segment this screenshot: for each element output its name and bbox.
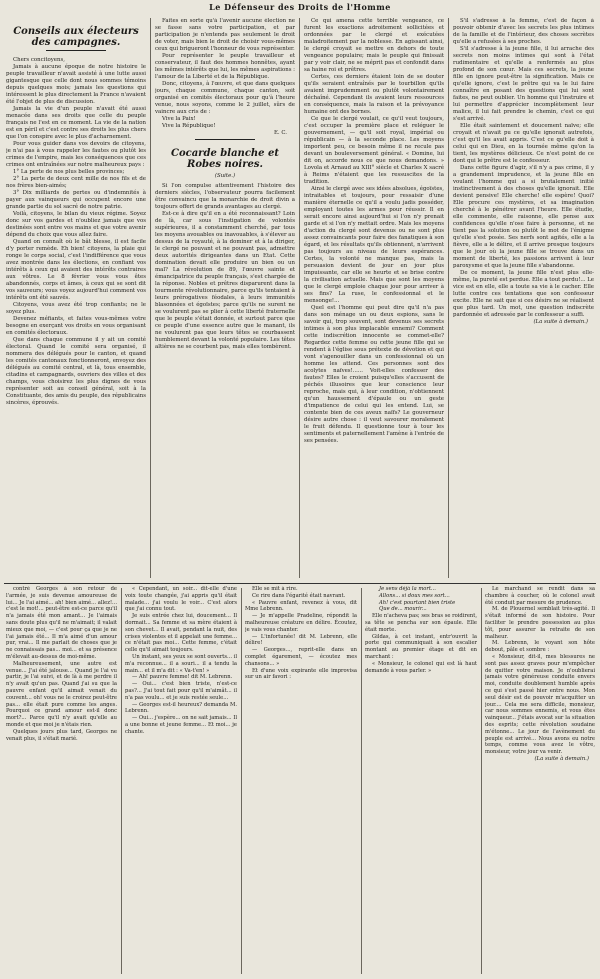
- feuilleton-column-3: [245, 586, 357, 976]
- paragraph: Voilà, citoyens, le bilan du vieux régime. Soyez donc sur vos gardes et n'oubliez jamais que vos destinées sont entre vos mains et que votre avenir dépend du choix que vous allez faire.: [6, 211, 146, 238]
- paragraph: « Monsieur, le colonel qui est là haut demande à vous parler. »: [365, 660, 477, 674]
- article-title-conseils: Conseils aux électeurs des campagnes.: [13, 26, 139, 48]
- paragraph: Gildas, à cet instant, entr'ouvrit la porte qui communiquait à son escalier montant au premier étage et dit en marchant :: [365, 633, 477, 660]
- paragraph: Vive la République!: [162, 123, 216, 129]
- paragraph: Faites en sorte qu'à l'avenir aucune élection ne se fasse sans votre participation, et par participation je n'entends pas seulement le droit de voter, mais bien le droit de choisir vous-mêmes ceux qui brigueront l'honneur de vous représenter.: [155, 18, 295, 52]
- paragraph: Quand on connaît où le bât blesse, il est facile d'y porter remède. Eh bien! citoyens, la plaie qui ronge le corps social, c'est l'indifférence que vous avez montrée dans les élections, en confiant vos intérêts à ceux qui avaient des intérêts contraires aux vôtres. Le 8 février vous vous êtes abandonnés, corps et âmes, à ceux qui se sont dit vos sauveurs; vous voyez aujourd'hui comment vos intérêts ont été sauvés.: [6, 239, 146, 301]
- paragraph: Devenez méfiants, et faites vous-mêmes votre besogne en exerçant vos droits en vous organisant en comités électoraux.: [6, 316, 146, 336]
- paragraph: Certes, ces derniers étaient loin de se douter qu'ils seraient entraînés par le tourbillon qu'ils avaient imprudemment ou plutôt volontairement déchaîné. Cependant ils avaient leurs ressources en conséquence, mais la raison et la prévoyance humaine ont des bornes.: [304, 74, 444, 115]
- paragraph: Jamais la vie d'un peuple n'avait été aussi menacée dans ses droits que celle du peuple français ne l'est en ce moment. La vie de la nation est en péril et c'est contre ses droits les plus chers que l'on conspire avec le plus d'acharnement.: [6, 106, 146, 140]
- verse-line: Ah! c'est pourtant bien triste: [379, 599, 456, 606]
- signature: E. C.: [273, 130, 287, 136]
- paragraph: Je suis entrée chez lui, doucement... Il dormait... Sa femme et sa mère étaient à son chevet... Il avait, pendant la nuit, des crises violentes et il appelait une femme... ce n'était pas moi... Cette femme, c'était celle qu'il aimait toujours.: [125, 613, 237, 654]
- continued-note: (La suite à demain.): [534, 755, 589, 762]
- paragraph: Jamais à aucune époque de notre histoire le peuple travailleur n'avait assisté à une lutte aussi gigantesque que celle dont nous sommes témoins depuis quelques mois; jamais les questions qui intéressent le plus directement la France n'avaient été l'objet de plus de discussion.: [6, 64, 146, 105]
- paragraph: contré Georges à son retour de l'armée, je suis devenue amoureuse de lui... Je l'ai aimé... ah! bien aimé... allez!... c'est le mot!... peut-être est-ce parce qu'il n'a jamais été mon amant... Je l'aimais sans doute plus qu'il ne m'aimait; il valait mieux que moi, — c'est pour ça que je ne l'ai jamais été... Il m'a aimé d'un amour pur, vrai... Il me parlait de choses que je ne connaissais pas... moi... et sa présence m'élevait au-dessus de moi-même.: [6, 586, 117, 660]
- verse-line: Je sens déjà la mort...: [379, 586, 436, 592]
- paragraph: — Georges..., reprit-elle dans un complet égarement, — écoutez mes chansons... »: [245, 647, 357, 667]
- paragraph: « Pauvre enfant, revenez à vous, dit Mme Lebrenn.: [245, 599, 357, 613]
- column-3: [304, 18, 444, 580]
- paragraph: — Je m'appelle Pradeline, répondit la malheureuse créature en délire. Écoutez, je vais vous chanter.: [245, 613, 357, 633]
- paragraph: Elle était saintement et doucement naïve; elle croyait et n'avait pu ce qu'elle ignorait autrefois, c'est qu'il les avait appris. C'est ce qu'elle doit à celui qui en Dieu, en la tournée même qu'on la tient, les mystères délicieux. Ce n'est point de ce dont qui le prêtre est le confesseur.: [453, 123, 594, 164]
- paragraph: Le marchand se rendit dans sa chambre à coucher, où le colonel avait été conduit par mesure de prudence.: [485, 586, 595, 606]
- paragraph: Vive la Paix!: [162, 116, 196, 122]
- column-2: [155, 18, 295, 580]
- feuilleton: [0, 586, 600, 978]
- paragraph: Pour vous guider dans vos devoirs de citoyens, je n'ai pas à vous rappeler les fautes ou plutôt les crimes de l'empire, mais les conséquences que ces crimes ont entraînées sur notre malheureux pays :: [6, 141, 146, 168]
- paragraph: Quelques jours plus tard, Georges ne venait plus, il s'était marié.: [6, 728, 117, 742]
- paragraph: Ce que le clergé voulait, ce qu'il veut toujours, c'est occuper la première place et reléguer le gouvernement, — qu'il soit royal, impérial ou républicain — à la seconde place. Les moyens importent peu, ce besoin même il ne recule pas devant un bouleversement général. « Domine, lui dit on, accorde nous ce que nous demandons. » Lovola et Arnaud au XIII° siècle et Charles X sacré à Reims n'étaient que les ressuscites de la tradition.: [304, 116, 444, 185]
- continued-note: (La suite à demain.): [533, 319, 588, 325]
- paragraph: 3° Dix milliards de pertes ou d'indemnités à payer aux vainqueurs qui occupent encore une grande partie du sol sacré de notre patrie.: [6, 190, 146, 210]
- paragraph: Chers concitoyens,: [13, 57, 65, 63]
- column-1: [6, 18, 146, 580]
- paragraph: Un instant, ses yeux se sont ouverts... il m'a reconnue... il a souri... il a tendu la main... et il m'a dit : « Va-t'en! »: [125, 653, 237, 674]
- paragraph: Et d'une voix expirante elle improvisa sur un air favori :: [245, 667, 357, 681]
- main-columns: [0, 18, 600, 580]
- paragraph: Pour représenter le peuple travailleur et conservateur, il faut des hommes honnêtes, ayant les mêmes intérêts que lui, les mêmes aspirations : l'amour de la Liberté et de la République.: [155, 53, 295, 80]
- paragraph: S'il s'adresse à la femme, c'est de façon à pouvoir obtenir d'avec les secrets les plus intimes de la famille et de l'intérieur, des choses secrètes qu'elle a refusées à ses proches.: [453, 18, 594, 45]
- paragraph: — Oui... j'espère... on ne sait jamais... Il a une bonne et jeune femme... Et moi... je chante.: [125, 715, 237, 735]
- paragraph: Si l'on compulse attentivement l'histoire des derniers siècles, l'observateur pourra facilement être convaincu que la monarchie de droit divin a toujours offert de grands avantages au clergé.: [155, 183, 295, 210]
- article-subtitle: (Suite.): [214, 173, 236, 179]
- paragraph: Est-ce à dire qu'il en a été reconnaissant? Loin de là, car sous l'instigation de volontés supérieures, il a constamment cherché, par tous les moyens avouables ou inavouables, à s'élever au dessus de la royauté, à la dominer et à la diriger, le clergé ne pouvant et ne pouvant pas, admettre deux autorités dirigeantes dans un Etat. Cette domination devait elle produire un bien ou un mal? La révolution de 89, l'œuvre sainte et émancipatrice du peuple français, s'est chargée de la réponse. Nobles et prêtres disparurent dans la tourmente révolutionnaire, parce qu'ils tentaient à leurs prérogatives féodales, à leurs immunités blasonnées et égoïstes; parce qu'ils ne surent ne se voulurent pas se plier à cette liberté fraternelle que le peuple s'était donnée, et surtout parce que ce peuple d'une essence autre que le manant, ils ne voulurent pas que leurs têtes se courbassent humblement devant la volonté populaire. Les têtes altières ne se courbent pas, mais elles tombèrent.: [155, 211, 295, 350]
- paragraph: — Oui... c'est bien triste, n'est-ce pas?... J'ai tout fait pour qu'il m'aimât... il n'a pas voulu... et je suis restée seule...: [125, 681, 237, 701]
- masthead: Le Défenseur des Droits de l'Homme: [209, 2, 391, 12]
- paragraph: S'il s'adresse à la jeune fille, il lui arrache des secrets non moins intimes qui sont à l'état rudimentaire et qu'elle a renfermés au plus profond de son cœur. Mais ces secrets, la jeune fille en ignore peut-être la signification. Mais ce qu'elle ignore, c'est le prêtre qui va le lui faire connaître en posant des questions qui lui sont faites, ne peut oublier. Un homme qui l'instruire et lui permettre d'apprécier incomplètement leur malice, il lui fait prendre le chemin, c'est ce qui s'est arrivé.: [453, 46, 594, 122]
- paragraph: M. Lebrenn, le voyant son hôte debout, pâle et sombre :: [485, 640, 595, 654]
- verse-line: Que de... mourir...: [379, 606, 427, 613]
- paragraph: « Monsieur, dit-il, mes blessures ne sont pas assez graves pour m'empêcher de quitter votre maison. Je n'oublierai jamais votre généreuse conduite envers moi, conduite doublement humble après ce qui s'est passé hier entre nous. Mon seul désir est de pouvoir m'acquitter un jour.... Cela me sera difficile, monsieur, car nous sommes ennemis, et vous êtes vainqueur... J'étais avocat sur la situation des esprits; cette révolution soudaine m'étonne... Le jour de l'avènement du peuple est arrivé... Nous avons eu notre temps, comme vous avez le vôtre, monsieur, votre jour va venir.: [485, 653, 595, 756]
- paragraph: 1° La perte de nos plus belles provinces;: [13, 169, 125, 175]
- paragraph: Malheureusement, une autre est venue... J'ai été jalouse... Quand je l'ai vu partir, je l'ai suivi, et de là à me perdre il n'y avait qu'un pas. Quand j'ai su que la pauvre enfant qu'il aimait venait du couvent... oh! vous ne le croirez peut-être pas... elle était pure comme les anges. Pourquoi ce grand amour est-il donc mort?... Parce qu'il n'y avait qu'elle au monde et que moi je n'étais rien.: [6, 660, 117, 728]
- paragraph: — L'infortunée! dit M. Lebrenn, elle délire!: [245, 633, 357, 647]
- title-rule: [195, 139, 255, 140]
- paragraph: Dans cette figure d'agir, s'il n'y a pas crime, il y a grandement imprudence, et la jeune fille en voulant l'homme qui a si brutalement initié instinctivement à des choses qu'elle ignorait. Elle devient pensive! Elle cherche! elle espère! Quoi? Elle procure ces mystères, et sa imagination cherché à le pénétrer avant l'heure. Elle étudie, elle commente, elle raisonne, elle pense aux confidences qu'elle n'ose faire à personne, et ne tient pas la solution ou plutôt le mot de l'énigme qu'elle s'est posée. Ses nerfs sont agités, elle a la fièvre, elle a le délire, et il arrive presque toujours que le jour où la jeune fille se trouve dans un moment de liberté, les passions arrivent à leur paroxysme et que la jeune fille s'abandonne.: [453, 165, 594, 269]
- paragraph: Quel est l'homme qui peut dire qu'il n'a pas dans son ménage un ou deux espions, sans le savoir qui, trop souvent, sont devenus ses secrets intimes à son plus implacable ennemi? Comment cette indiscrétion innocente se commet-elle? Regardez cette femme ou cette jeune fille qui se rendent à l'église sous prétexte de dévotion et qui vont s'agenouiller dans un confessionnal où un homme les attend. Ces personnes sont des acolytes naïves!...... Voit-elles confesser des fautes? Elles le croient puisqu'elles s'accusent de péchés illusoires que leur conscience leur reproche, mais qui, à leur condition, n'obtiennent qu'un haussement d'épaule ou un geste d'impatience de celui qui les entend. Lui, se contente bien de ces aveux naïfs? Le gouverneur désire autre chose : il veut savourer moralement le fruit défendu. Il questionne tour à tour les sentiments et paternellement l'amène à l'entrée de ses pensées.: [304, 305, 444, 444]
- paragraph: — Georges est-il heureux? demanda M. Lebrenn.: [125, 701, 237, 715]
- paragraph: 2° La perte de deux cent mille de nos fils et de nos frères bien-aimés;: [6, 176, 146, 189]
- column-4: [453, 18, 594, 580]
- section-divider: [4, 583, 596, 584]
- paragraph: Elle se mit à rire.: [252, 586, 298, 592]
- paragraph: Ce rire dans l'égarité était navrant.: [252, 592, 346, 599]
- feuilleton-column-4: [365, 586, 477, 976]
- paragraph: Elle n'acheva pas; ses bras se roidirent, sa tête se pencha sur son épaule. Elle était morte.: [365, 613, 477, 633]
- paragraph: Ce qui amena cette terrible vengeance, ce furent les exactions adroitement sollicitées et ordonnées par le clergé et exécutées maladroitement par la noblesse. En agissant ainsi, le clergé croyait se mettre en dehors de toute vengeance populaire; mais le peuple qui finissait par y voir clair, ne se méprit pas et confondit dans sa haine roi et prêtres.: [304, 18, 444, 73]
- paragraph: Citoyens, vous avez été trop confiants; ne le soyez plus.: [6, 302, 146, 315]
- paragraph: — Ah! pauvre femme! dit M. Lebrenn.: [132, 674, 233, 681]
- paragraph: Que dans chaque commune il y ait un comité électoral. Quand le comité sera organisé, il nommera des délégués pour le canton, et quand les comités cantonaux fonctionneront, envoyez des délégués au comité central, et là, tous ensemble, citadins et campagnards, ouvriers des villes et des champs, vous choisirez les plus dignes de vous représenter soit au conseil général, soit à la Constituante, des amis du peuple, des républicains sincères, éprouvés.: [6, 337, 146, 406]
- paragraph: M. de Plouernel semblait très-agité. Il s'était informé de son histoire. Pour faciliter le prendre possession au plus tôt, pour assurer la retraite de son malheur.: [485, 606, 595, 640]
- paragraph: De ce moment, la jeune fille n'est plus elle-même, la pureté est perdue. Elle a tout perdu!... Le vice est en elle, elle a toute sa vie à le cacher. Elle lutte contre ces tentations que son confesseur excite. Elle ne sait que si ces désirs ne se réalisent que plus tard. Un mot, une question indiscrète pardonnée et adressée par le confesseur a suffi.: [453, 270, 594, 318]
- feuilleton-column-1: [6, 586, 117, 976]
- verse-line: Allons... si doux mes sort...: [379, 592, 450, 599]
- paragraph: « Cependant, un soir... dit-elle d'une voix toute changée, j'ai appris qu'il était malade... j'ai voulu le voir... C'est alors que j'ai connu tout.: [125, 586, 237, 613]
- paragraph: Donc, citoyens, à l'œuvre, et que dans quelques jours, chaque commune, chaque canton, soit organisé en comités électoraux pour qu'à l'heure venue, nous soyons, comme le 2 juillet, sûrs de vaincre aux cris de :: [155, 81, 295, 115]
- article-title-cocarde: Cocarde blanche et Robes noires.: [170, 148, 280, 170]
- title-rule: [46, 50, 106, 51]
- paragraph: Ainsi le clergé avec ses idées absolues, égoïstes, intraitables et toujours, pour ressaisir d'une manière éternelle ce qu'il a voulu jadis posséder, employant toutes les armes pour réussir. Il en serait encore ainsi aujourd'hui si l'on n'y prenait garde et si l'on n'y mettait ordre. Mais les moyens d'action du clergé sont devenus ou ne sont plus assez convaincants pour faire des fanatiques à son égard, et les résultats qu'ils obtiennent, n'arrivent pas toujours au niveau de leurs espérances. Certes, la volonté ne manque pas, mais la persuasion devient de jour en jour plus impuissante, car elle se heurte et se brise contre la civilisation actuelle. Mais que sont les moyens que le clergé emploie chaque jour pour arriver à ses fins? La ruse, le confessionnal et le mensonge!...: [304, 186, 444, 304]
- feuilleton-column-2: [125, 586, 237, 976]
- feuilleton-column-5: [485, 586, 595, 976]
